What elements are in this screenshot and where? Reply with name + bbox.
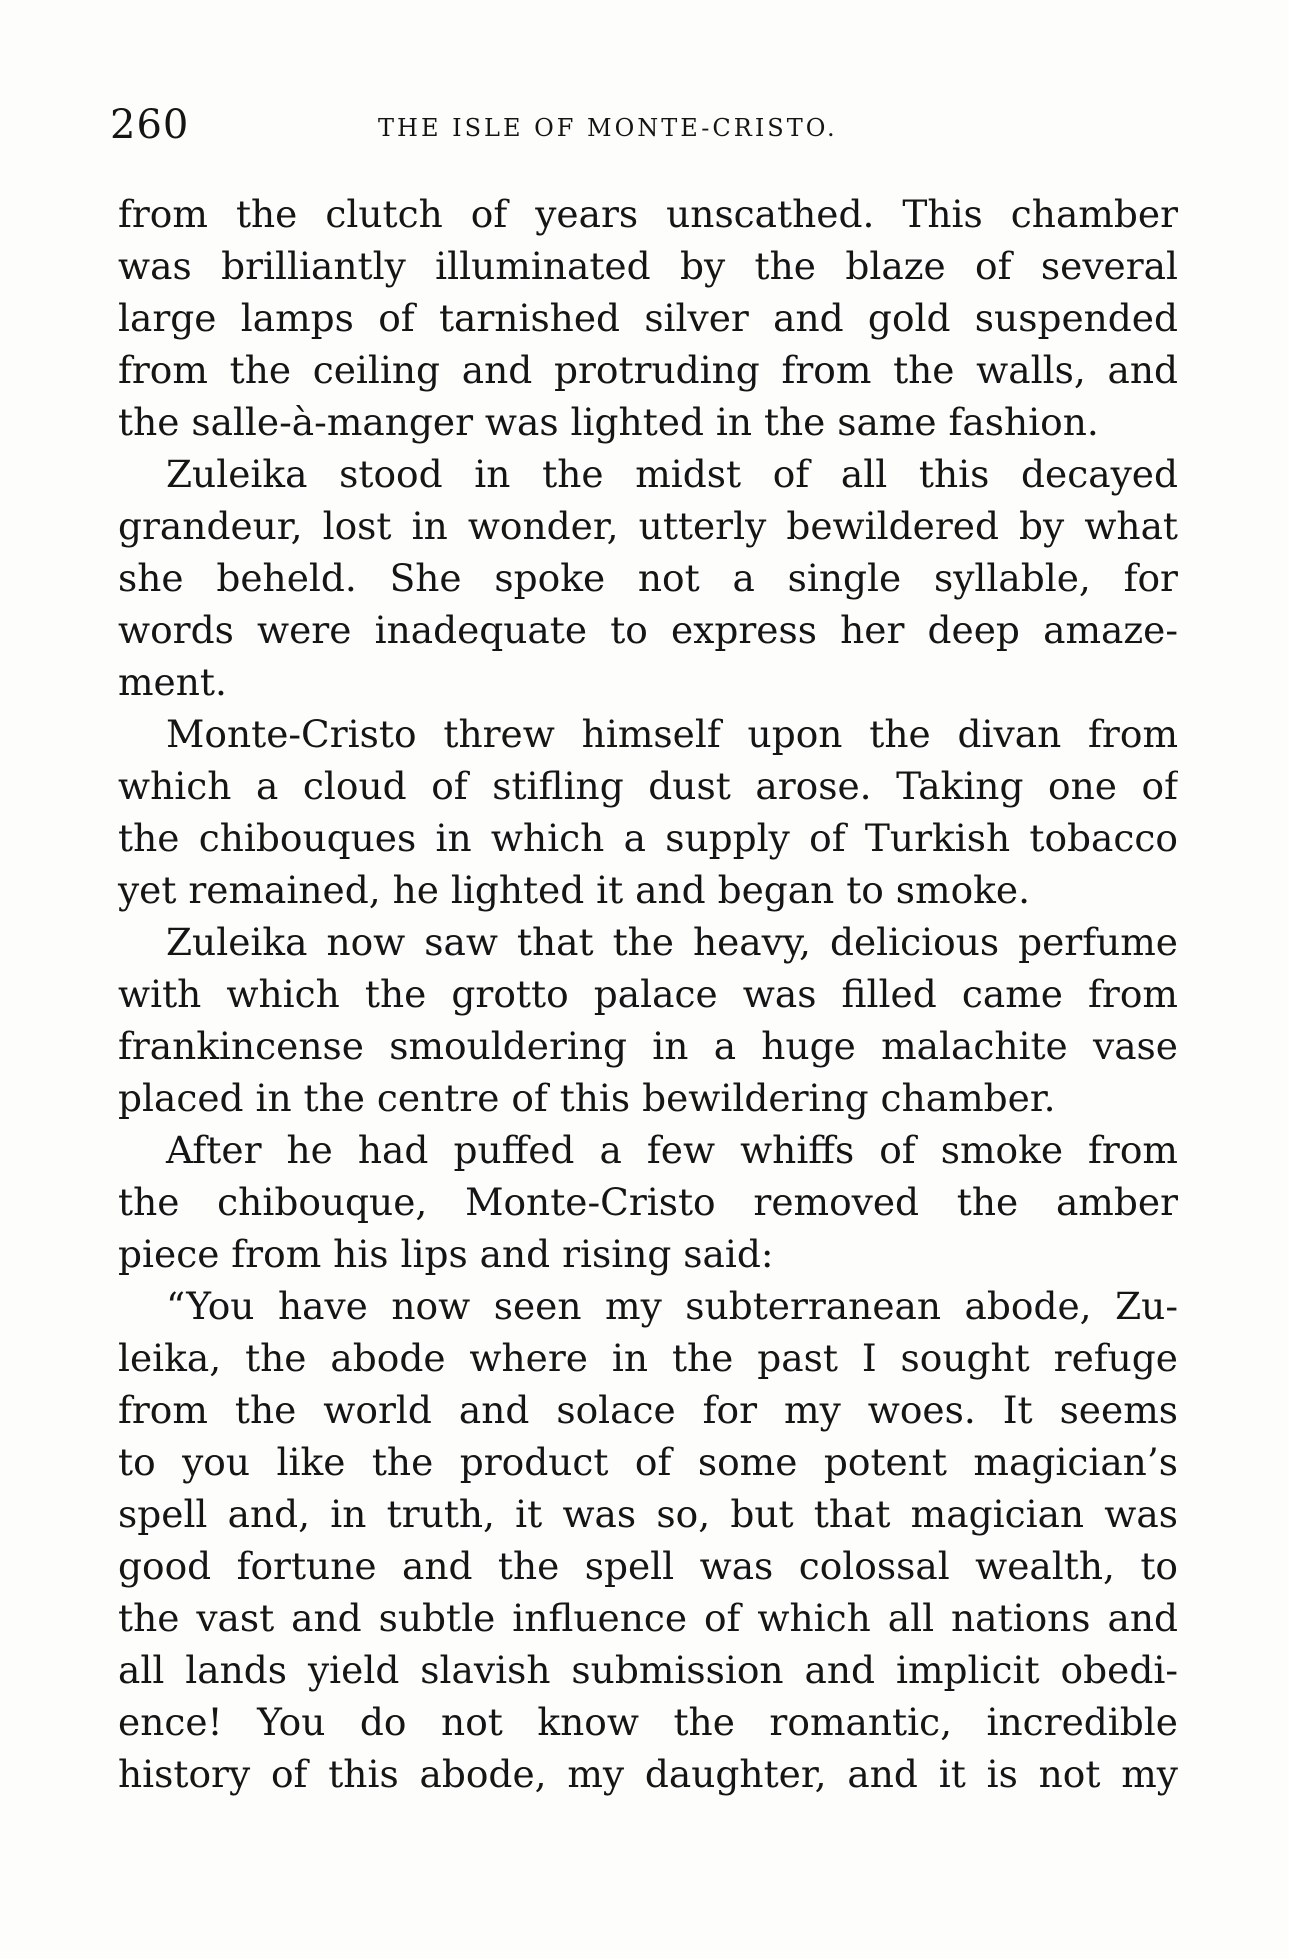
body-text — [118, 188, 1178, 1800]
text-line: words were inadequate to express her deep amaze- — [118, 608, 1178, 652]
text-line: to you like the product of some potent magician’s — [118, 1440, 1178, 1484]
text-line: piece from his lips and rising said: — [118, 1232, 774, 1276]
text-line: the chibouques in which a supply of Turkish tobacco — [118, 816, 1178, 860]
text-line: frankincense smouldering in a huge malachite vase — [118, 1024, 1178, 1068]
text-line: Zuleika stood in the midst of all this decayed — [166, 452, 1178, 496]
text-line: placed in the centre of this bewildering chamber. — [118, 1076, 1056, 1120]
text-line: Monte-Cristo threw himself upon the divan from — [166, 712, 1178, 756]
text-line: all lands yield slavish submission and implicit obedi- — [118, 1648, 1178, 1692]
text-line: leika, the abode where in the past I sought refuge — [118, 1336, 1178, 1380]
text-line: the chibouque, Monte-Cristo removed the amber — [118, 1180, 1178, 1224]
text-line: grandeur, lost in wonder, utterly bewildered by what — [118, 504, 1178, 548]
text-line: with which the grotto palace was filled came from — [118, 972, 1178, 1016]
text-line: large lamps of tarnished silver and gold suspended — [118, 296, 1178, 340]
running-title: THE ISLE OF MONTE-CRISTO. — [378, 114, 838, 142]
text-line: After he had puffed a few whiffs of smoke from — [166, 1128, 1178, 1172]
text-line: the salle-à-manger was lighted in the same fashion. — [118, 400, 1099, 444]
text-line: history of this abode, my daughter, and it is not my — [118, 1752, 1178, 1796]
text-line: yet remained, he lighted it and began to smoke. — [118, 868, 1031, 912]
text-line: spell and, in truth, it was so, but that magician was — [118, 1492, 1178, 1536]
text-line: “You have now seen my subterranean abode, Zu- — [166, 1284, 1178, 1328]
text-line: she beheld. She spoke not a single syllable, for — [118, 556, 1178, 600]
text-line: from the clutch of years unscathed. This chamber — [118, 192, 1178, 236]
text-line: was brilliantly illuminated by the blaze of several — [118, 244, 1178, 288]
text-line: Zuleika now saw that the heavy, delicious perfume — [166, 920, 1178, 964]
text-line: from the world and solace for my woes. It seems — [118, 1388, 1178, 1432]
text-line: which a cloud of stifling dust arose. Taking one of — [118, 764, 1178, 808]
page-number: 260 — [110, 102, 190, 148]
text-line: good fortune and the spell was colossal wealth, to — [118, 1544, 1178, 1588]
text-line: ment. — [118, 660, 227, 704]
text-line: from the ceiling and protruding from the walls, and — [118, 348, 1178, 392]
page-header — [110, 102, 1170, 146]
text-line: the vast and subtle influence of which all nations and — [118, 1596, 1178, 1640]
text-line: ence! You do not know the romantic, incredible — [118, 1700, 1178, 1744]
